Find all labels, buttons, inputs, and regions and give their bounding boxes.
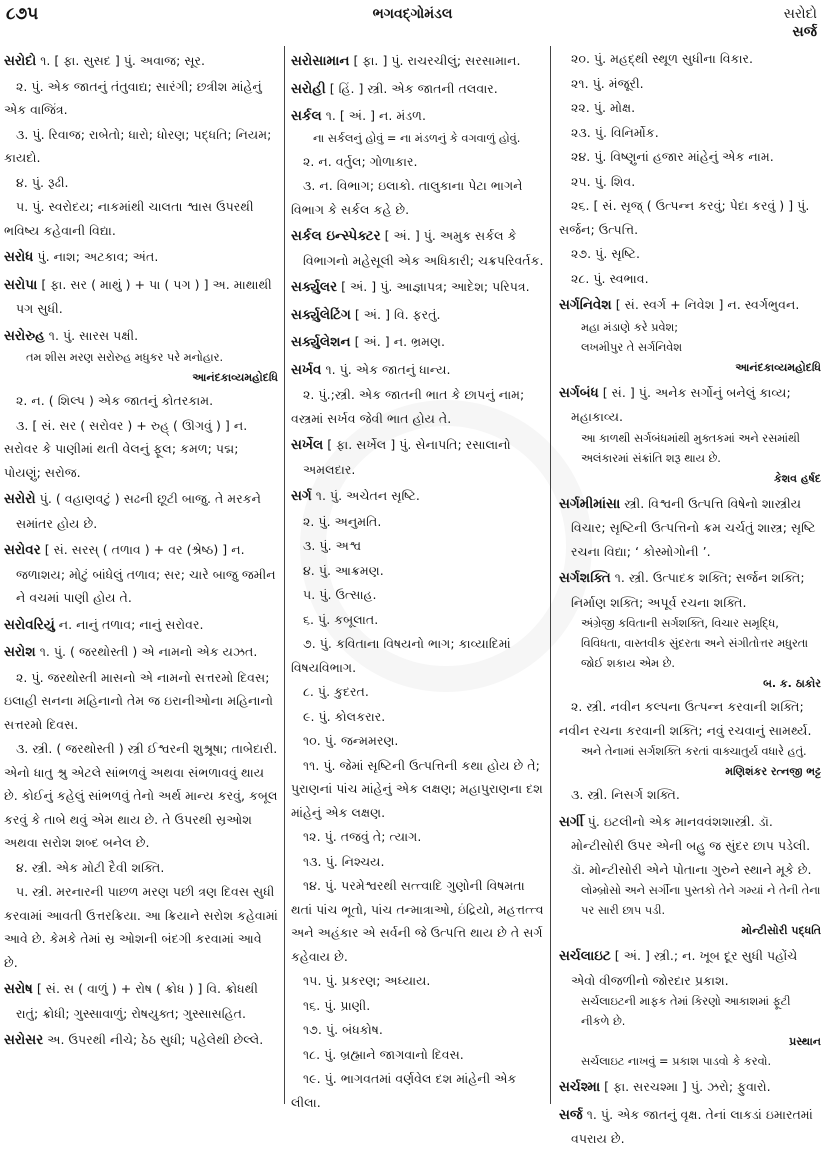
entry-sense xyxy=(291,754,544,825)
headword: સરોષ xyxy=(4,981,33,997)
entry-sense xyxy=(4,737,278,855)
definition-text: [ અં. ] પું. આજ્ઞાપત્ર; આદેશ; પરિપત્ર. xyxy=(341,279,530,294)
entry-sense xyxy=(559,242,821,266)
headword: સરોપા xyxy=(4,276,38,293)
dictionary-entry xyxy=(291,104,544,129)
definition-text: [ ફા. ] પું. રાચરચીલું; સરસામાન. xyxy=(353,53,521,68)
headword: સર્ચલાઇટ xyxy=(559,948,611,964)
definition-text: સર્ચલાઇટ નાખવું = પ્રકાશ પાડવો કે કરવો. xyxy=(581,1055,772,1068)
headword: સર્ગનિવેશ xyxy=(559,297,612,313)
definition-text: ૧. પું. એક જાતનું ધાન્ય. xyxy=(325,361,451,377)
definition-text: ૩. સ્ત્રી. ( જરથોસ્તી ) સ્ત્રી ઈશ્વરની શુશ્રૂષા; તાબેદારી. એનો ધાતુ શ્રુ એટલે સાંભળવું અથવા સંભળાવવું થાય છે. કોઈનું કહેલું સાંભળવું તેનો અર્થ માન્ય કરવું, કબૂલ કરવું કે તાબે થવું એમ થાય છે. તે ઉપરથી સ્રઓશ અથવા સરોશ શબ્દ બનેલ છે. xyxy=(4,741,278,850)
dictionary-entry xyxy=(559,492,821,564)
quote-citation xyxy=(4,368,278,388)
dictionary-entry xyxy=(4,613,278,638)
entry-sense xyxy=(4,171,278,195)
definition-text: ૧. પું. અચેતન સૃષ્ટિ. xyxy=(315,488,420,503)
definition-text: ૪. પું. આક્રમણ. xyxy=(303,562,384,578)
definition-text: ૩. પું. અશ્વ xyxy=(303,538,362,553)
headword: સરોરો xyxy=(4,491,36,507)
definition-text: ૧. પું. ( જરથોસ્તી ) એ નામનો એક યઝત. xyxy=(39,644,258,659)
quote-citation xyxy=(559,674,821,694)
definition-text: મહા મંડાણે કરે પ્રવેશ; xyxy=(581,320,679,334)
dictionary-entry xyxy=(559,1103,821,1151)
book-title: ભગવદ્ગોમંડલ xyxy=(372,6,453,22)
dictionary-entry xyxy=(559,1075,821,1100)
column-3 xyxy=(551,46,825,1146)
entry-sense xyxy=(4,856,278,880)
definition-text: ૨. ન. ( શિલ્પ ) એક જાતનું કોતરકામ. xyxy=(16,393,214,408)
quote-citation xyxy=(559,358,821,378)
entry-sense xyxy=(291,150,544,174)
definition-text: ૧૨. પું. તજવું તે; ત્યાગ. xyxy=(303,829,422,844)
definition-text: ૩. પું. રિવાજ; રાબેતો; ધારો; ધોરણ; પદ્ધતિ; નિયમ; કાયદો. xyxy=(4,126,272,165)
definition-text: [ ફા. સર્ખેલ ] પું. સેનાપતિ; રસાલાનો અમલદાર. xyxy=(303,437,511,477)
definition-text: ૧૦. પું. જન્મમરણ. xyxy=(303,733,399,748)
dictionary-entry xyxy=(559,810,821,882)
definition-text: પ્રસ્થાન xyxy=(789,1035,821,1048)
definition-text: અને તેનામાં સર્ગશક્તિ કરતાં વાક્ચાતુર્ય વધારે હતું. xyxy=(581,745,807,758)
usage-quote xyxy=(559,429,821,469)
definition-text: [ અં. ] પું. અમુક સર્કલ કે વિભાગનો મહેસૂલી એક અધિકારી; ચક્રપરિવર્તક. xyxy=(303,228,544,268)
headword: સર્ચશ્મા xyxy=(559,1079,601,1095)
definition-text: ૨. ન. વર્તુલ; ગોળાકાર. xyxy=(303,153,418,169)
entry-sense xyxy=(4,195,278,242)
entry-sense xyxy=(291,705,544,729)
headword: સર્ગી xyxy=(559,813,584,830)
headword: સરોવરિયું xyxy=(4,616,55,633)
headword: સર્ખવ xyxy=(291,361,322,378)
entry-sense xyxy=(559,145,821,169)
definition-text: ના સર્કલનું હોવું = ના મંડળનું કે વગવાળું હોવું. xyxy=(313,131,521,145)
entry-sense xyxy=(291,874,544,968)
dictionary-entry xyxy=(559,293,821,318)
dictionary-entry xyxy=(4,487,278,535)
definition-text: લોમ્બ્રોસો અને સર્ગીના પુસ્તકો તેને ગમ્યાં ને તેની તેના પર સારી છાપ પડી. xyxy=(581,884,821,917)
headword: સર્ક્યુલેટિંગ xyxy=(291,306,351,323)
definition-text: પું. નાશ; અટકાવ; અંત. xyxy=(37,249,159,264)
dictionary-entry xyxy=(4,1028,278,1053)
definition-text: ૧૩. પું. નિશ્ચય. xyxy=(303,853,385,869)
entry-sense xyxy=(291,825,544,849)
definition-text: [ સં. સ ( વાળું ) + રોષ ( ક્રોધ ) ] વિ. ક્રોધથી રાતું; ક્રોધી; ગુસ્સાવાળું; રોષયુક્ત; ગુસ્સાસહિત. xyxy=(16,981,258,1021)
headword: સર્ગબંધ xyxy=(559,384,599,401)
definition-text: ૧૯. પું. ભાગવતમાં વર્ણવેલ દશ માંહેની એક લીલા. xyxy=(291,1071,517,1110)
dictionary-columns xyxy=(0,46,825,1146)
headword: સરોવર xyxy=(4,542,41,558)
entry-sense xyxy=(291,383,544,430)
entry-sense xyxy=(291,1043,544,1067)
definition-text: ન. નાનું તળાવ; નાનું સરોવર. xyxy=(58,616,204,632)
entry-sense xyxy=(4,389,278,413)
definition-text: ૨૩. પું. વિનિર્મોક. xyxy=(571,124,659,140)
page-header xyxy=(0,0,825,44)
entry-sense xyxy=(559,695,821,742)
column-2 xyxy=(285,46,551,1110)
definition-text: [ અં. ] વિ. ફરતું. xyxy=(354,306,441,322)
quote-citation xyxy=(559,469,821,489)
entry-sense xyxy=(559,194,821,241)
definition-text: ૫. પું. સ્વરોદય; નાકમાંથી ચાલતા શ્વાસ ઉપરથી ભવિષ્ય કહેવાની વિદ્યા. xyxy=(4,199,254,238)
entry-sense xyxy=(291,969,544,993)
quote-citation xyxy=(559,1032,821,1052)
entry-sense xyxy=(291,510,544,534)
definition-text: [ અં. ] સ્ત્રી.; ન. ખૂબ દૂર સુધી પહોંચે એવો વીજળીનો જોરદાર પ્રકાશ. xyxy=(571,948,798,988)
definition-text: ૧૭. પું. બંધકોષ. xyxy=(303,1022,383,1037)
usage-quote xyxy=(559,742,821,762)
entry-sense xyxy=(291,583,544,607)
column-1 xyxy=(0,46,285,1104)
dictionary-entry xyxy=(559,566,821,614)
definition-text: ૧૫. પું. પ્રકરણ; અધ્યાય. xyxy=(303,973,431,988)
definition-text: લખમીપુર તે સર્ગનિવેશ xyxy=(581,340,682,354)
definition-text: ૨૬. [ સં. સૃજ્ ( ઉત્પન્ન કરવું; પેદા કરવું ) ] પું. સર્જન; ઉત્પત્તિ. xyxy=(559,198,810,237)
definition-text: ૨૮. પું. સ્વભાવ. xyxy=(571,270,649,286)
dictionary-entry xyxy=(291,330,544,355)
definition-text: પું. ( વહાણવટું ) સઢની છૂટી બાજુ. તે મરકને સમાંતર હોય છે. xyxy=(16,491,261,531)
entry-sense xyxy=(4,880,278,974)
definition-text: ૨૨. પું. મોક્ષ. xyxy=(571,100,636,115)
dictionary-entry xyxy=(4,273,278,321)
dictionary-entry xyxy=(4,245,278,270)
entry-sense xyxy=(559,47,821,71)
dictionary-entry xyxy=(291,358,544,383)
guide-word-first: સરોદો xyxy=(783,6,817,22)
usage-quote xyxy=(559,992,821,1032)
page-number: ૮૭૫ xyxy=(6,4,39,24)
entry-sense xyxy=(559,267,821,291)
definition-text: આ કાળથી સર્ગબંધમાંથી મુક્તકમાં અને રસમાંથી અલંકારમાં સંક્રાંતિ શરૂ થાય છે. xyxy=(581,431,800,465)
usage-quote xyxy=(559,318,821,338)
definition-text: ૩. સ્ત્રી. નિસર્ગ શક્તિ. xyxy=(571,787,680,802)
usage-quote xyxy=(559,881,821,921)
entry-sense xyxy=(291,680,544,704)
usage-quote xyxy=(559,614,821,674)
definition-text: [ સં. સ્વર્ગ + નિવેશ ] ન. સ્વર્ગભુવન. xyxy=(615,297,800,312)
entry-sense xyxy=(559,96,821,120)
headword: સર્ગમીમાંસા xyxy=(559,495,621,512)
usage-quote xyxy=(559,1052,821,1072)
headword: સર્કલ ઇન્સ્પેક્ટર xyxy=(291,228,381,244)
definition-text: ૧. સ્ત્રી. ઉત્પાદક શક્તિ; સર્જન શક્તિ; નિર્માણ શક્તિ; અપૂર્વ રચના શક્તિ. xyxy=(571,570,805,610)
definition-text: ૩. ન. વિભાગ; ઇલાકો. તાલુકાના પેટા ભાગને વિભાગ કે સર્કલ કહે છે. xyxy=(291,178,523,217)
dictionary-entry xyxy=(291,433,544,481)
definition-text: ૧. [ ફા. સુસદ ] પું. અવાજ; સૂર. xyxy=(40,53,206,68)
guide-word-last: સર્જ xyxy=(792,24,817,40)
definition-text: ૧૬. પું. પ્રાણી. xyxy=(303,997,371,1013)
definition-text: ૨. પું. અનુમતિ. xyxy=(303,513,382,529)
dictionary-entry xyxy=(291,275,544,300)
definition-text: ૨૫. પું. શિવ. xyxy=(571,173,636,189)
definition-text: ૧૧. પું. જેમાં સૃષ્ટિની ઉત્પત્તિની કથા હોય છે તે; પુરાણનાં પાંચ માંહેનું એક લક્ષણ; મહાપુરાણના દશ માંહેનું એક લક્ષણ. xyxy=(291,757,543,820)
definition-text: ૩. [ સં. સર ( સરોવર ) + રુહ્ ( ઊગવું ) ] ન. સરોવર કે પાણીમાં થતી વેલનું ફૂલ; કમળ; પદ્મ; પોયણું; સરોજ. xyxy=(4,417,248,480)
definition-text: [ અં. ] ન. ભ્રમણ. xyxy=(354,334,446,349)
entry-sense xyxy=(291,1067,544,1114)
headword: સરોધ xyxy=(4,249,34,265)
dictionary-entry xyxy=(4,640,278,665)
definition-text: કેશવ હર્ષદ xyxy=(773,471,821,485)
entry-sense xyxy=(291,1018,544,1042)
headword: સર્ક્યુલેશન xyxy=(291,334,351,350)
definition-text: ૧. પું. એક જાતનું વૃક્ષ. તેનાં લાકડાં ઇમારતમાં વપરાય છે. xyxy=(571,1106,813,1146)
entry-sense xyxy=(559,72,821,96)
definition-text: અંગ્રેજી કવિતાની સર્ગશક્તિ, વિચાર સમૃદ્ધિ, વિવિધતા, વાસ્તવીક સુંદરતા અને સંગીતોત્તર મધુરતા જોઈ શકાય એમ છે. xyxy=(581,617,809,670)
dictionary-entry xyxy=(4,538,278,610)
headword: સરોશ xyxy=(4,644,36,660)
dictionary-entry xyxy=(291,49,544,74)
definition-text: અ. ઉપરથી નીચે; ઠેઠ સુધી; પહેલેથી છેલ્લે. xyxy=(47,1032,264,1047)
entry-sense xyxy=(559,783,821,807)
entry-sense xyxy=(291,729,544,753)
entry-sense xyxy=(291,850,544,874)
definition-text: ૫. સ્ત્રી. મરનારની પાછળ મરણ પછી ત્રણ દિવસ સુધી કરવામાં આવતી ઉત્તરક્રિયા. આ ક્રિયાને સરોશ કહેવામાં આવે છે. કેમકે તેમાં સ્ર ઓશની બંદગી કરવામાં આવે છે. xyxy=(4,884,278,970)
definition-text: [ સં. સરસ્ ( તળાવ ) + વર (શ્રેષ્ઠ) ] ન. જળાશય; મોટું બાંધેલું તળાવ; સર; ચારે બાજુ જમીન ને વચમાં પાણી હોય તે. xyxy=(16,542,276,605)
headword: સર્ખેલ xyxy=(291,437,324,453)
dictionary-entry xyxy=(4,977,278,1025)
definition-text: બ. ક. ઠાકોર xyxy=(763,677,821,690)
definition-text: ૯. પું. કોલકરાર. xyxy=(303,708,386,724)
headword: સર્જ xyxy=(559,1106,583,1123)
definition-text: ૨૭. પું. સૃષ્ટિ. xyxy=(571,246,640,261)
definition-text: સર્ચલાઇટની માફક તેમાં કિરણો આકાશમાં ફૂટી નીકળે છે. xyxy=(581,995,791,1028)
definition-text: ૨. પું. જરથોસ્તી માસનો એ નામનો સત્તરમો દિવસ; ઇલાહી સનના મહિનાનો તેમ જ ઇરાનીઓના મહિનાનો સત્તરમો દિવસ. xyxy=(4,669,274,732)
definition-text: ૨. સ્ત્રી. નવીન કલ્પના ઉત્પન્ન કરવાની શક્તિ; નવીન રચના કરવાની શક્તિ; નવું રચવાનું સામર્થ્ય. xyxy=(559,699,812,738)
definition-text: આનંદકાવ્યમહોદધિ xyxy=(735,360,821,374)
entry-sense xyxy=(291,534,544,558)
headword: સર્કલ xyxy=(291,108,322,124)
definition-text: ૧. [ અં. ] ન. મંડળ. xyxy=(325,108,427,123)
entry-sense xyxy=(4,123,278,170)
entry-sense xyxy=(291,559,544,583)
headword: સરોહી xyxy=(291,80,326,97)
entry-sense xyxy=(291,994,544,1018)
dictionary-entry xyxy=(291,224,544,272)
definition-text: ૪. પું. રૂઢી. xyxy=(16,174,69,190)
definition-text: ૫. પું. ઉત્સાહ. xyxy=(303,587,377,602)
definition-text: ૮. પું. કુદરત. xyxy=(303,684,369,699)
dictionary-entry xyxy=(559,944,821,992)
entry-sense xyxy=(291,174,544,221)
headword: સરોસામાન xyxy=(291,53,350,69)
definition-text: ૨. પું.;સ્ત્રી. એક જાતની ભાત કે છાપનું નામ; વસ્ત્રમાં સર્ખવ જેવી ભાત હોય તે. xyxy=(291,387,525,426)
definition-text: ૬. પું. કબૂલાત. xyxy=(303,611,379,627)
definition-text: ૨૧. પું. મંજૂરી. xyxy=(571,75,644,91)
quote-citation xyxy=(559,921,821,941)
definition-text: [ સં. ] પું. અનેક સર્ગોનું બનેલું કાવ્ય; મહાકાવ્ય. xyxy=(571,384,791,424)
definition-text: સ્ત્રી. વિશ્વની ઉત્પત્તિ વિષેનો શાસ્ત્રીય વિચાર; સૃષ્ટિની ઉત્પત્તિનો ક્રમ ચર્ચતું શાસ્ત્ર; સૃષ્ટિ રચના વિદ્યા; ‘ કોસ્મોગોની ’. xyxy=(571,495,816,559)
definition-text: ૭. પું. કવિતાના વિષયનો ભાગ; કાવ્યાદિમાં વિષયવિભાગ. xyxy=(291,636,511,675)
dictionary-entry xyxy=(291,484,544,509)
usage-quote xyxy=(291,129,544,149)
definition-text: [ ફા. સરચશ્મા ] પું. ઝરો; ફુવારો. xyxy=(604,1079,771,1094)
entry-sense xyxy=(4,75,278,122)
quote-citation xyxy=(559,762,821,782)
definition-text: મણિશંકર રત્નજી ભટ્ટ xyxy=(725,765,821,778)
definition-text: તમ શીસ મરણ સરોરુહ મધુકર પરે મનોહાર. xyxy=(26,351,224,364)
definition-text: પું. ઇટલીનો એક માનવવંશશાસ્ત્રી. ડૉ. મોન્ટીસોરી ઉપર એની બહુ જ સુંદર છાપ પડેલી. ડૉ. મોન્ટીસોરી એને પોતાના ગુરુને સ્થાને મૂકે છે. xyxy=(571,813,812,877)
usage-quote xyxy=(4,348,278,368)
definition-text: ૧૪. પું. પરમેશ્વરથી સત્ત્વાદિ ગુણોની વિષમતા થતાં પાંચ ભૂતો, પાંચ તન્માત્રાઓ, ઇંદ્રિયો, મહત્તત્ત્વ અને અહંકાર એ સર્વની જે ઉત્પત્તિ થાય છે તે સર્ગ કહેવાય છે. xyxy=(291,878,544,964)
entry-sense xyxy=(4,666,278,737)
definition-text: ૪. સ્ત્રી. એક મોટી દૈવી શક્તિ. xyxy=(16,859,165,875)
dictionary-entry xyxy=(559,381,821,429)
definition-text: [ હિં. ] સ્ત્રી. એક જાતની તલવાર. xyxy=(329,80,498,96)
definition-text: ૨૪. પું. વિષ્ણુનાં હજાર માંહેનું એક નામ. xyxy=(571,149,774,164)
entry-sense xyxy=(559,170,821,194)
definition-text: ૨૦. પું. મહદ્થી સ્થૂળ સુધીના વિકાર. xyxy=(571,51,754,66)
entry-sense xyxy=(291,608,544,632)
usage-quote xyxy=(559,338,821,358)
definition-text: ૨. પું. એક જાતનું તંતુવાદ્ય; સારંગી; છત્રીશ માંહેનું એક વાજિંત્ર. xyxy=(4,78,262,117)
headword: સરોદો xyxy=(4,53,37,69)
dictionary-entry xyxy=(291,303,544,328)
headword: સરોરુહ xyxy=(4,327,45,344)
dictionary-entry xyxy=(4,324,278,349)
definition-text: મોન્ટીસોરી પદ્ધતિ xyxy=(741,924,821,937)
headword: સર્ગશક્તિ xyxy=(559,570,611,586)
definition-text: ૧. પું. સારસ પક્ષી. xyxy=(48,327,139,343)
headword: સર્ગ xyxy=(291,488,312,504)
dictionary-entry xyxy=(4,49,278,74)
dictionary-entry xyxy=(291,77,544,102)
definition-text: આનંદકાવ્યમહોદધિ xyxy=(192,371,278,384)
entry-sense xyxy=(291,632,544,679)
headword: સરોસર xyxy=(4,1032,44,1048)
entry-sense xyxy=(559,121,821,145)
entry-sense xyxy=(4,414,278,485)
definition-text: [ ફા. સર ( માથું ) + પા ( પગ ) ] અ. માથાથી પગ સુધી. xyxy=(16,276,272,316)
headword: સર્ક્યુલર xyxy=(291,279,338,295)
definition-text: ૧૮. પું. બ્રહ્માને જાગવાનો દિવસ. xyxy=(303,1046,464,1062)
